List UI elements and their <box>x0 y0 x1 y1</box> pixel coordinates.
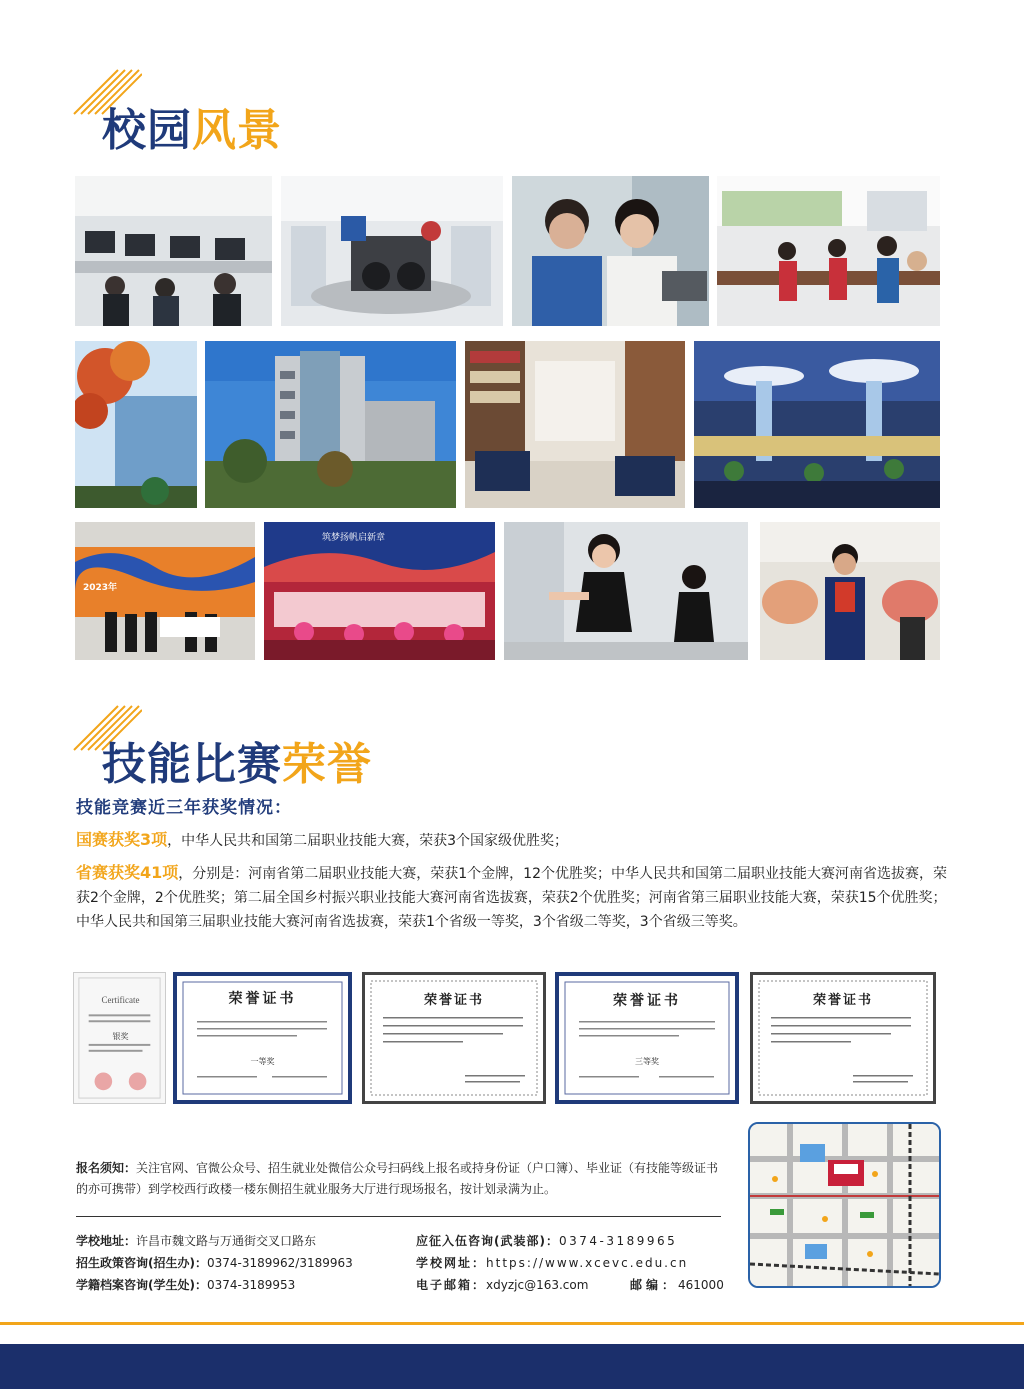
photo-main-building <box>205 341 456 508</box>
photo-dance-class <box>504 522 748 660</box>
photo-award-banner <box>75 522 255 660</box>
photo-stage-ceremony <box>264 522 495 660</box>
photo-library <box>465 341 685 508</box>
military-label: 应征入伍咨询(武装部)： <box>416 1234 559 1248</box>
title-part-1: 技能比赛 <box>102 739 282 790</box>
military-phone: 0374-3189965 <box>558 1234 678 1248</box>
registration-notice <box>76 1158 726 1200</box>
photo-bouquet-winner <box>760 522 940 660</box>
provincial-awards-paragraph <box>76 861 956 934</box>
certificate-heading: 荣誉证书 <box>812 992 873 1007</box>
section-title <box>102 94 282 158</box>
certificate-excellence-1 <box>362 972 546 1104</box>
photo-computer-lab <box>75 176 272 326</box>
stage-banner-caption: 筑梦扬帆启新章 <box>322 533 386 543</box>
policy-phone: 0374-3189962/3189963 <box>206 1256 353 1270</box>
records-phone: 0374-3189953 <box>206 1278 296 1292</box>
campus-scenery-heading <box>72 68 332 156</box>
certificate-award: 一等奖 <box>250 1057 275 1066</box>
certificate-award: 银奖 <box>112 1032 129 1041</box>
email-label: 电子邮箱： <box>416 1278 487 1292</box>
records-label: 学籍档案咨询(学生处)： <box>76 1278 207 1292</box>
footer-accent-line <box>0 1322 1024 1325</box>
postcode-label: 邮编： <box>630 1278 679 1292</box>
national-awards-paragraph <box>76 828 956 853</box>
awards-subheading: 技能竞赛近三年获奖情况： <box>76 798 292 818</box>
certificate-award: 三等奖 <box>635 1057 659 1066</box>
provincial-awards-text: ，分别是：河南省第二届职业技能大赛，荣获1个金牌，12个优胜奖；中华人民共和国第二届职业技能大赛河南省选拔赛，荣获2个金牌，2个优胜奖；第二届全国乡村振兴职业技能大赛河南省选拔赛，荣获2个优胜奖；河南省第三届职业技能大赛，荣获15个优胜奖；中华人民共和国第三届职业技能大赛河南省选拔赛，荣获1个省级一等奖，3个省级二等奖，3个省级三等奖。 <box>76 866 947 930</box>
title-part-2: 风景 <box>192 105 282 156</box>
policy-label: 招生政策咨询(招生办)： <box>76 1256 207 1270</box>
records-line <box>76 1276 295 1293</box>
certificate-heading: 荣誉证书 <box>423 992 484 1007</box>
section-title <box>102 728 372 792</box>
provincial-awards-label: 省赛获奖41项 <box>76 863 179 882</box>
location-map <box>748 1122 941 1288</box>
national-awards-label: 国赛获奖3项 <box>76 830 168 849</box>
photo-auto-workshop <box>281 176 503 326</box>
photo-makeup-class <box>717 176 940 326</box>
certificate-heading: 荣誉证书 <box>613 994 681 1009</box>
certificate-first-prize <box>173 972 352 1104</box>
notice-text: 关注官网、官微公众号、招生就业处微信公众号扫码线上报名或持身份证（户口簿）、毕业证（有技能等级证书的亦可携带）到学校西行政楼一楼东侧招生就业服务大厅进行现场报名，按计划录满为止。 <box>76 1161 719 1196</box>
skills-competition-heading <box>72 704 432 790</box>
title-part-1: 校园 <box>102 105 192 156</box>
certificate-silver <box>73 972 166 1104</box>
award-banner-caption: 2023年 <box>83 583 118 593</box>
certificate-excellence-2 <box>750 972 936 1104</box>
title-part-2: 荣誉 <box>282 739 372 790</box>
notice-label: 报名须知： <box>76 1161 137 1175</box>
website-label: 学校网址： <box>416 1256 487 1270</box>
policy-line <box>76 1254 353 1271</box>
photo-teacher-student <box>512 176 709 326</box>
postcode-value: 461000 <box>678 1278 724 1292</box>
address-value: 许昌市魏文路与万通街交叉口路东 <box>136 1234 317 1248</box>
website-link[interactable]: https://www.xcevc.edu.cn <box>486 1256 689 1270</box>
postcode-line <box>630 1276 724 1293</box>
certificate-heading: 荣誉证书 <box>228 992 297 1007</box>
address-label: 学校地址： <box>76 1234 137 1248</box>
military-line <box>416 1232 677 1249</box>
certificate-heading: Certificate <box>101 995 140 1005</box>
email-link[interactable]: xdyzjc@163.com <box>486 1278 589 1292</box>
email-line <box>416 1276 588 1293</box>
photo-dining-hall <box>694 341 940 508</box>
photo-autumn-building <box>75 341 197 508</box>
website-line <box>416 1254 688 1271</box>
national-awards-text: ，中华人民共和国第二届职业技能大赛，荣获3个国家级优胜奖； <box>167 833 569 849</box>
certificate-third-prize <box>555 972 739 1104</box>
address-line <box>76 1232 316 1249</box>
footer-band <box>0 1344 1024 1389</box>
divider <box>76 1216 721 1217</box>
